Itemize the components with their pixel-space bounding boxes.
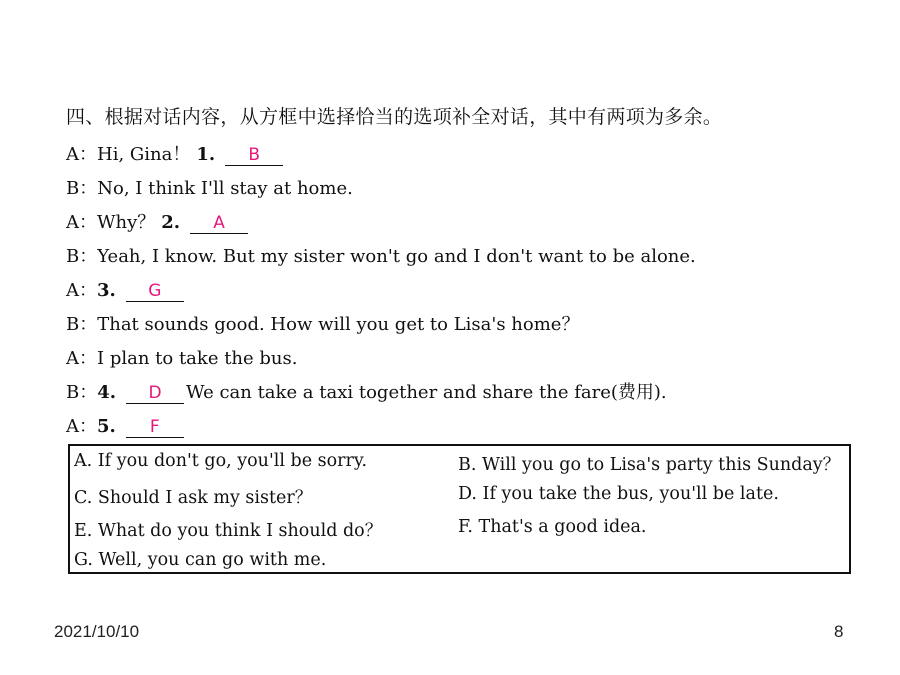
blank-number: 4. — [97, 382, 117, 403]
blank-number: 1. — [196, 144, 216, 165]
option-b: B. Will you go to Lisa's party this Sunday？ — [458, 455, 841, 475]
dialogue-text: A： — [66, 280, 97, 301]
blank-number: 3. — [97, 280, 116, 301]
blank-number: 2. — [161, 212, 181, 233]
dialogue-line-8 — [66, 378, 667, 404]
dialogue-text-suffix: We can take a taxi together and share the fare(费用). — [186, 382, 667, 403]
answer-blank-1[interactable]: B — [225, 145, 283, 166]
dialogue-line-4 — [66, 242, 696, 268]
dialogue-line-2 — [66, 174, 353, 200]
blank-number: 5. — [97, 416, 116, 437]
dialogue-text: B：Yeah, I know. But my sister won't go and I don't want to be alone. — [66, 246, 696, 267]
dialogue-line-3 — [66, 208, 248, 234]
option-e: E. What do you think I should do？ — [74, 521, 383, 541]
dialogue-text: B： — [66, 382, 98, 403]
option-f: F. That's a good idea. — [458, 517, 647, 537]
answer-blank-5[interactable]: F — [126, 417, 184, 438]
dialogue-line-5 — [66, 276, 184, 302]
option-g: G. Well, you can go with me. — [74, 550, 327, 570]
page-number: 8 — [834, 622, 844, 641]
dialogue-text: B：No, I think I'll stay at home. — [66, 178, 353, 199]
option-c: C. Should I ask my sister？ — [74, 488, 313, 508]
footer-date: 2021/10/10 — [54, 622, 140, 641]
answer-blank-2[interactable]: A — [190, 213, 248, 234]
dialogue-line-6 — [66, 310, 579, 336]
options-box — [68, 444, 851, 574]
exercise-heading: 四、根据对话内容，从方框中选择恰当的选项补全对话，其中有两项为多余。 — [66, 106, 723, 128]
answer-blank-3[interactable]: G — [126, 281, 184, 302]
dialogue-text: A：Hi, Gina！ — [66, 144, 191, 165]
dialogue-line-7 — [66, 344, 297, 370]
dialogue-text: A：Why？ — [66, 212, 156, 233]
dialogue-text: A： — [66, 416, 97, 437]
answer-blank-4[interactable]: D — [126, 383, 184, 404]
dialogue-text: B：That sounds good. How will you get to Lisa's home？ — [66, 314, 580, 335]
option-d: D. If you take the bus, you'll be late. — [458, 484, 779, 504]
dialogue-line-1 — [66, 140, 283, 166]
dialogue-line-9 — [66, 412, 184, 438]
dialogue-text: A：I plan to take the bus. — [66, 348, 298, 369]
option-a: A. If you don't go, you'll be sorry. — [74, 451, 368, 471]
